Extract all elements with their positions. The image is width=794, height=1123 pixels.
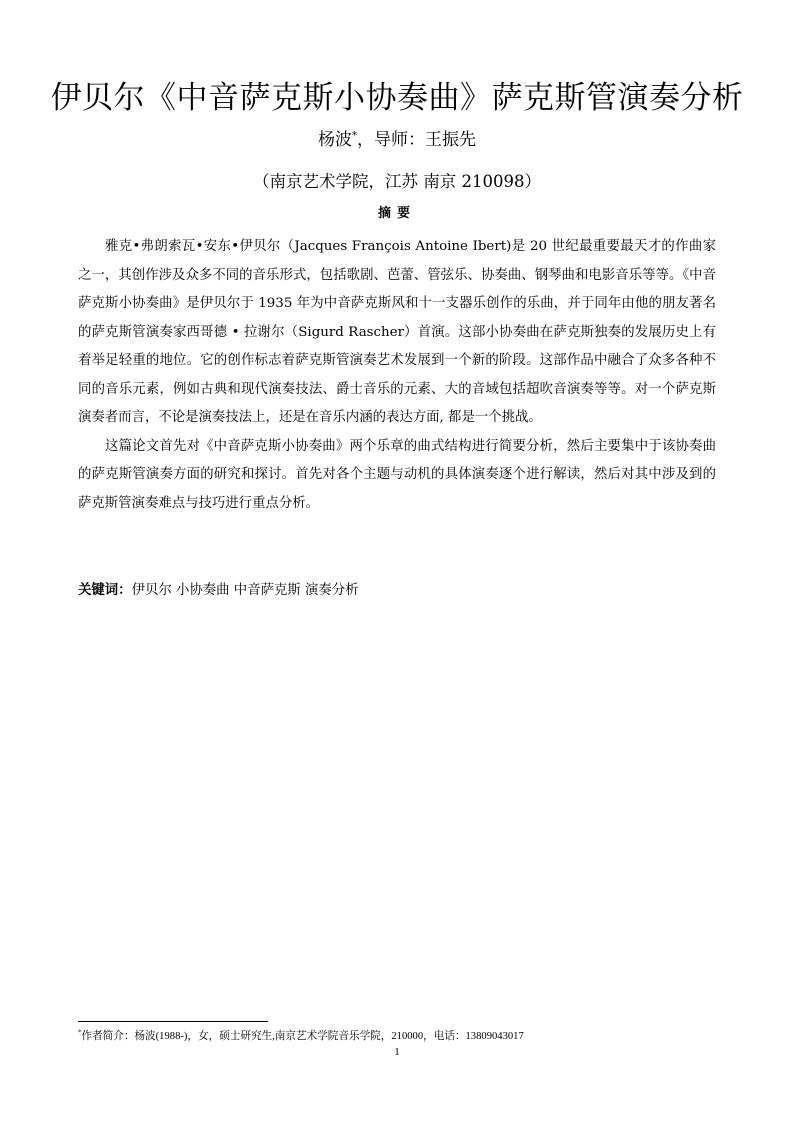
abstract-heading: 摘要 bbox=[377, 206, 416, 221]
footnote-mark: * bbox=[78, 1028, 82, 1037]
footnote-divider bbox=[78, 1021, 268, 1022]
footnote bbox=[78, 1029, 718, 1045]
page-number: 1 bbox=[394, 1046, 400, 1058]
abstract-paragraph-2: 这篇论文首先对《中音萨克斯小协奏曲》两个乐章的曲式结构进行简要分析，然后主要集中于该协奏曲的萨克斯管演奏方面的研究和探讨。首先对各个主题与动机的具体演奏逐个进行解读，然后对其中涉及到的萨克斯管演奏难点与技巧进行重点分析。 bbox=[78, 438, 716, 511]
paper-title: 伊贝尔《中音萨克斯小协奏曲》萨克斯管演奏分析 bbox=[50, 80, 744, 116]
advisor-separator: ，导师： bbox=[357, 130, 425, 150]
keywords-terms: 伊贝尔 小协奏曲 中音萨克斯 演奏分析 bbox=[131, 583, 359, 598]
affiliation: （南京艺术学院，江苏 南京 210098） bbox=[253, 172, 541, 191]
advisor-name: 王振先 bbox=[425, 130, 476, 150]
keywords bbox=[78, 580, 716, 602]
author-footnote-mark[interactable]: * bbox=[352, 130, 357, 142]
footnote-text: 作者简介：杨波(1988-)，女，硕士研究生,南京艺术学院音乐学院，210000，电话：13809043017 bbox=[81, 1031, 524, 1042]
author-name: 杨波 bbox=[318, 130, 352, 150]
abstract-paragraph-1: 雅克•弗朗索瓦•安东•伊贝尔（Jacques François Antoine Ibert)是 20 世纪最重要最天才的作曲家之一，其创作涉及众多不同的音乐形式，包括歌剧、芭蕾、管弦乐、协奏曲、钢琴曲和电影音乐等等。《中音萨克斯小协奏曲》是伊贝尔于 1935 年为中音萨克斯风和十一支器乐创作的乐曲，并于同年由他的朋友著名的萨克斯管演奏家西哥德 • 拉谢尔（Sigurd Rascher）首演。这部小协奏曲在萨克斯独奏的发展历史上有着举足轻重的地位。它的创作标志着萨克斯管演奏艺术发展到一个新的阶段。这部作品中融合了众多各种不同的音乐元素，例如古典和现代演奏技法、爵士音乐的元素、大的音域包括超吹音演奏等等。对一个萨克斯演奏者而言，不论是演奏技法上，还是在音乐内涵的表达方面, 都是一个挑战。 bbox=[78, 239, 716, 425]
author-line bbox=[0, 128, 794, 152]
abstract-body bbox=[78, 233, 716, 518]
keywords-label: 关键词： bbox=[78, 583, 132, 598]
